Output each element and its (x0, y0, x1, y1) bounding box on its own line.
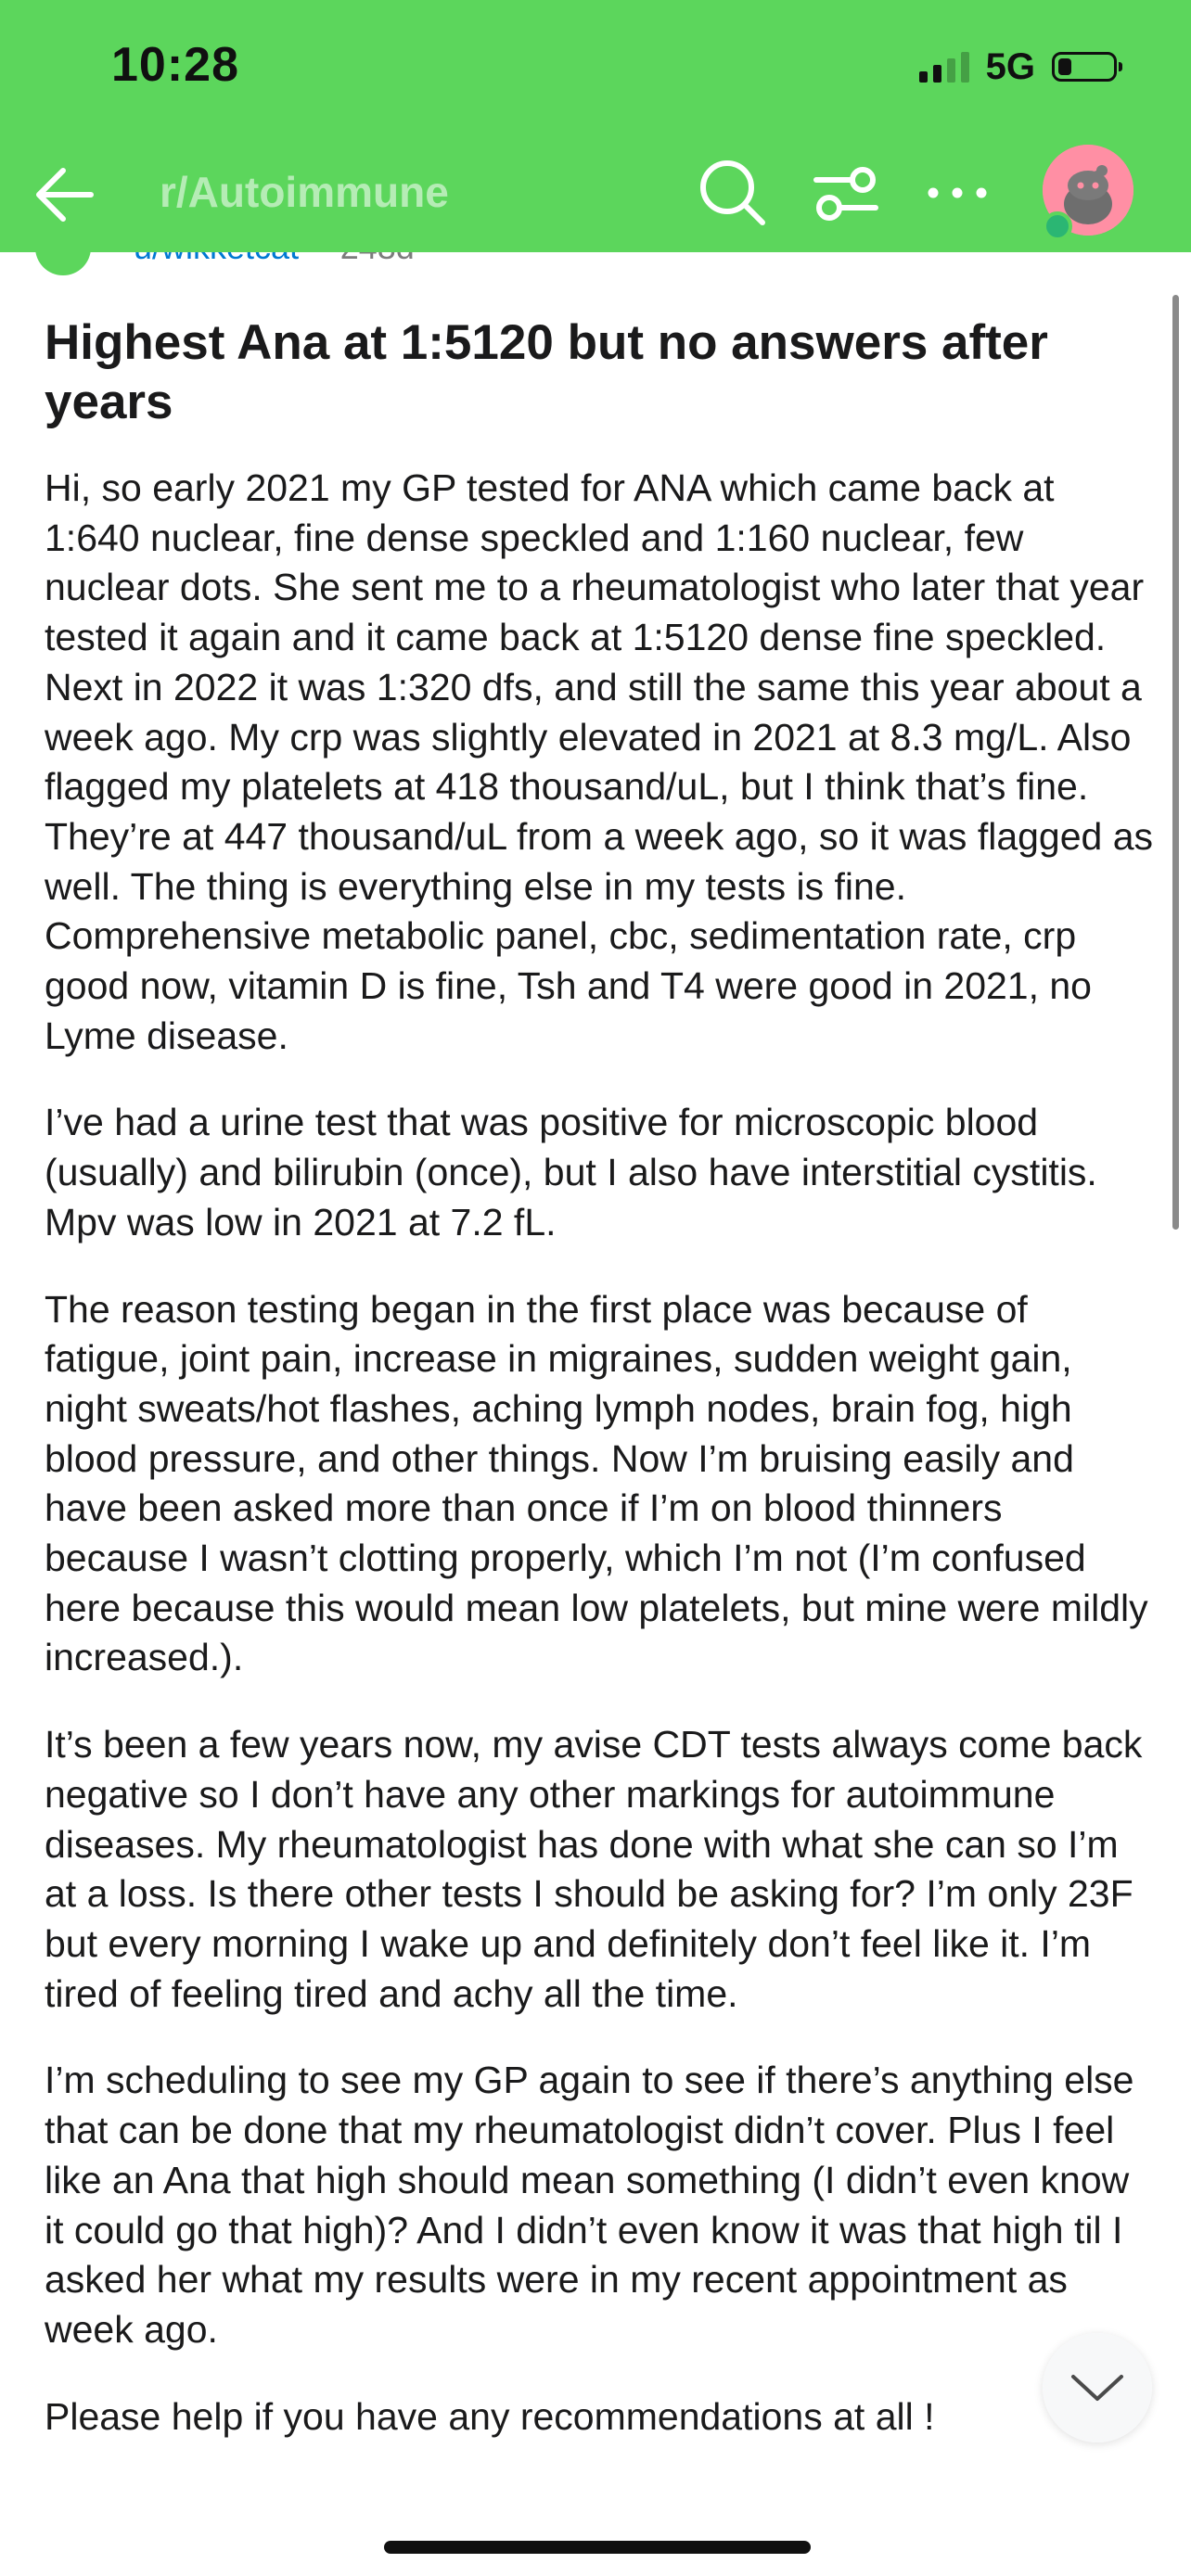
post-paragraph: I’ve had a urine test that was positive for microscopic blood (usually) and bilirubin (once), but I also have interstitial cystitis. Mpv was low in 2021 at 7.2 fL. (45, 1101, 1097, 1243)
status-indicators (919, 43, 1117, 91)
back-button[interactable] (26, 156, 104, 234)
search-button[interactable] (694, 154, 772, 232)
cellular-signal-icon (919, 51, 969, 83)
post-paragraph: I’m scheduling to see my GP again to see if there’s anything else that can be done that my rheumatologist didn’t cover. Plus I feel like an Ana that high should mean something (I didn’t even know it could go that high)? And I didn’t even know it was that high til I asked her what my results were in my recent appointment as week ago. (45, 2059, 1134, 2351)
post-title: Highest Ana at 1:5120 but no answers after years (45, 315, 1048, 429)
scroll-indicator[interactable] (1172, 295, 1179, 1230)
status-time: 10:28 (111, 38, 239, 92)
more-options-button[interactable] (918, 154, 996, 232)
post-paragraph: Hi, so early 2021 my GP tested for ANA which came back at 1:640 nuclear, fine dense speckled and 1:160 nuclear, few nuclear dots. She sent me to a rheumatologist who later that year tested it again and it came back at 1:5120 dense fine speckled. Next in 2022 it was 1:320 dfs, and still the same this year about a week ago. My crp was slightly elevated in 2021 at 8.3 mg/L. Also flagged my platelets at 418 thousand/uL, but I think that’s fine. They’re at 447 thousand/uL from a week ago, so it was flagged as well. The thing is everything else in my tests is fine. Comprehensive metabolic panel, cbc, sedimentation rate, crp good now, vitamin D is fine, Tsh and T4 were good in 2021, no Lyme disease. (45, 466, 1154, 1057)
subreddit-title[interactable]: r/Autoimmune (160, 168, 449, 216)
search-icon (698, 158, 768, 228)
app-header (0, 0, 1191, 252)
post-paragraph: Please help if you have any recommendations at all ! (45, 2394, 935, 2438)
battery-icon (1052, 52, 1117, 82)
post-body (45, 464, 1154, 2479)
filter-button[interactable] (807, 154, 885, 232)
more-horizontal-icon (922, 158, 992, 228)
post-content[interactable] (0, 252, 1191, 2576)
scroll-down-button[interactable] (1043, 2333, 1152, 2442)
sliders-icon (811, 158, 881, 228)
online-status-dot (1043, 211, 1072, 241)
arrow-left-icon (32, 161, 98, 228)
chevron-down-icon (1068, 2369, 1127, 2406)
post-paragraph: The reason testing began in the first place was because of fatigue, joint pain, increase in migraines, sudden weight gain, night sweats/hot flashes, aching lymph nodes, brain fog, high blood pressure, and other things. Now I’m bruising easily and have been asked more than once if I’m on blood thinners because I wasn’t clotting properly, which I’m not (I’m confused here because this would mean low platelets, but mine were mildly increased.). (45, 1287, 1148, 1679)
post-paragraph: It’s been a few years now, my avise CDT tests always come back negative so I don’t have any other markings for autoimmune diseases. My rheumatologist has done with what she can so I’m at a loss. Is there other tests I should be asking for? I’m only 23F but every morning I wake up and definitely don’t feel like it. I’m tired of feeling tired and achy all the time. (45, 1723, 1143, 2015)
home-indicator[interactable] (384, 2541, 811, 2554)
network-type: 5G (985, 45, 1035, 87)
